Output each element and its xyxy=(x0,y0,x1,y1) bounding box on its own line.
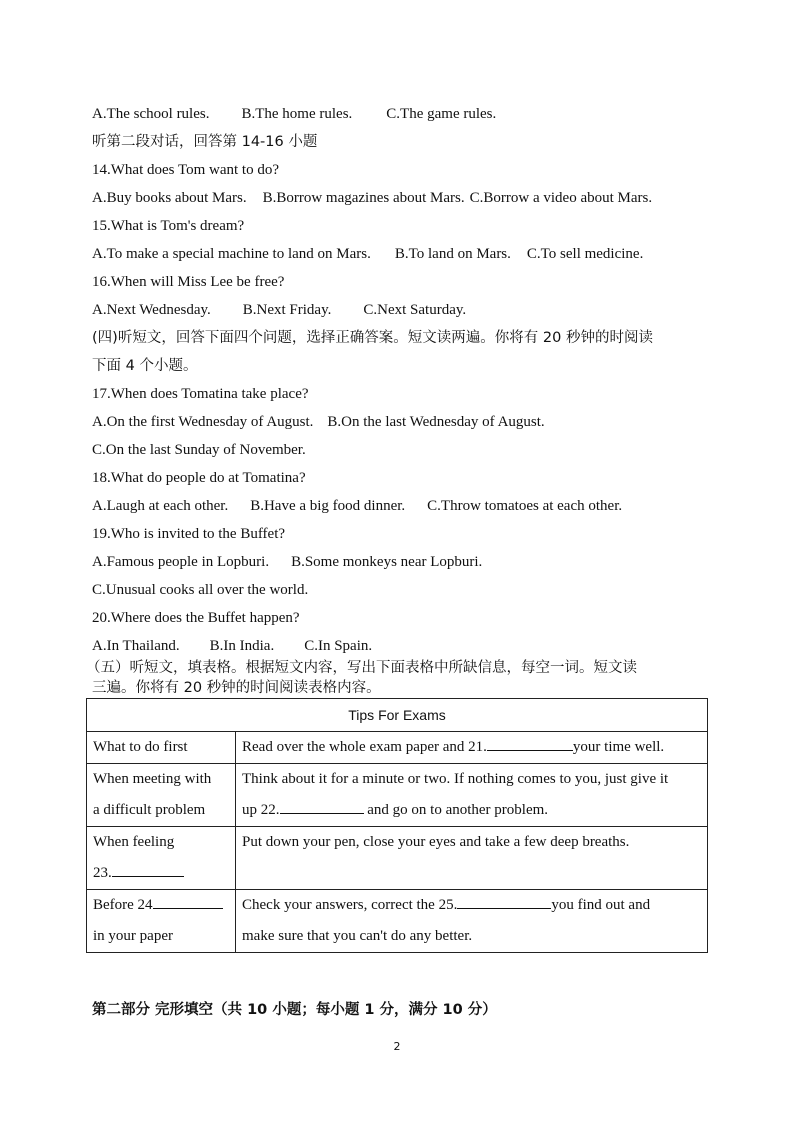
q18-option-b: B.Have a big food dinner. xyxy=(250,498,406,514)
row4-label-text: Before 24 xyxy=(93,897,153,913)
part2-heading: 第二部分 完形填空（共 10 小题；每小题 1 分，满分 10 分） xyxy=(92,1002,497,1018)
tips-table xyxy=(86,698,708,953)
row2-text-line1: Think about it for a minute or two. If nothing comes to you, just give it xyxy=(242,771,669,787)
row3-label xyxy=(87,827,236,890)
q15-options xyxy=(92,244,643,264)
q20-option-b: B.In India. xyxy=(209,638,275,654)
row1-label: What to do first xyxy=(87,732,236,764)
row2-label-line1: When meeting with xyxy=(93,771,212,787)
q14-option-c: C.Borrow a video about Mars. xyxy=(469,190,653,206)
row3-label-number: 23. xyxy=(93,865,112,881)
table-row xyxy=(87,732,708,764)
row2-text-post: and go on to another problem. xyxy=(363,802,549,818)
q18-option-c: C.Throw tomatoes at each other. xyxy=(427,498,623,514)
q16-options xyxy=(92,300,466,320)
question-20: 20.Where does the Buffet happen? xyxy=(92,610,300,626)
q13-option-b: B.The home rules. xyxy=(241,106,353,122)
row4-content xyxy=(236,890,708,953)
q13-options xyxy=(92,104,496,124)
row3-label-line1: When feeling xyxy=(93,834,175,850)
row2-text-line2 xyxy=(242,795,701,826)
row2-text-pre: up 22. xyxy=(242,802,280,818)
row4-text-line2: make sure that you can't do any better. xyxy=(242,928,473,944)
row4-label-line2: in your paper xyxy=(93,928,173,944)
q17-option-c: C.On the last Sunday of November. xyxy=(92,442,306,458)
q20-option-c: C.In Spain. xyxy=(304,638,373,654)
page-number: 2 xyxy=(393,1040,401,1053)
q13-option-a: A.The school rules. xyxy=(92,106,210,122)
q15-option-a: A.To make a special machine to land on Mars. xyxy=(92,246,371,262)
q17-option-b: B.On the last Wednesday of August. xyxy=(327,414,545,430)
question-17: 17.When does Tomatina take place? xyxy=(92,386,309,402)
row4-label xyxy=(87,890,236,953)
part5-instructions-line1: （五）听短文，填表格。根据短文内容，写出下面表格中所缺信息，每空一词。短文读 xyxy=(86,660,637,676)
q18-options xyxy=(92,496,622,516)
row2-label-line2: a difficult problem xyxy=(93,802,206,818)
row4-text-post: you find out and xyxy=(551,897,651,913)
row1-text-pre: Read over the whole exam paper and 21. xyxy=(242,739,487,755)
q19-option-c: C.Unusual cooks all over the world. xyxy=(92,582,309,598)
q16-option-c: C.Next Saturday. xyxy=(363,302,467,318)
q14-option-a: A.Buy books about Mars. xyxy=(92,190,247,206)
answer-blank-21[interactable] xyxy=(487,736,573,751)
table-row xyxy=(87,890,708,953)
row3-content: Put down your pen, close your eyes and take a few deep breaths. xyxy=(236,827,708,890)
answer-blank-25[interactable] xyxy=(457,894,551,909)
q20-option-a: A.In Thailand. xyxy=(92,638,180,654)
row2-label xyxy=(87,764,236,827)
question-19: 19.Who is invited to the Buffet? xyxy=(92,526,286,542)
q20-options xyxy=(92,636,372,656)
row4-label-line1 xyxy=(93,890,229,921)
part5-instructions-line2: 三遍。你将有 20 秒钟的时间阅读表格内容。 xyxy=(92,680,381,696)
question-16: 16.When will Miss Lee be free? xyxy=(92,274,285,290)
row4-text-line1 xyxy=(242,890,701,921)
table-row xyxy=(87,827,708,890)
q13-option-c: C.The game rules. xyxy=(386,106,497,122)
table-row xyxy=(87,764,708,827)
q14-option-b: B.Borrow magazines about Mars. xyxy=(262,190,465,206)
row4-text-pre: Check your answers, correct the 25. xyxy=(242,897,458,913)
table-title: Tips For Exams xyxy=(87,699,708,732)
answer-blank-24[interactable] xyxy=(153,894,223,909)
section2-intro: 听第二段对话，回答第 14-16 小题 xyxy=(92,134,318,150)
question-18: 18.What do people do at Tomatina? xyxy=(92,470,306,486)
row2-content xyxy=(236,764,708,827)
q16-option-a: A.Next Wednesday. xyxy=(92,302,211,318)
row1-text-post: your time well. xyxy=(572,739,665,755)
q19-options xyxy=(92,552,482,572)
q19-option-b: B.Some monkeys near Lopburi. xyxy=(291,554,483,570)
q16-option-b: B.Next Friday. xyxy=(242,302,332,318)
q17-options xyxy=(92,412,545,432)
row3-label-line2 xyxy=(93,858,229,889)
answer-blank-23[interactable] xyxy=(112,862,184,877)
answer-blank-22[interactable] xyxy=(280,799,364,814)
q19-option-a: A.Famous people in Lopburi. xyxy=(92,554,270,570)
q17-option-a: A.On the first Wednesday of August. xyxy=(92,414,314,430)
q18-option-a: A.Laugh at each other. xyxy=(92,498,229,514)
q15-option-c: C.To sell medicine. xyxy=(526,246,644,262)
q15-option-b: B.To land on Mars. xyxy=(394,246,511,262)
part4-instructions-line1: (四)听短文，回答下面四个问题，选择正确答案。短文读两遍。你将有 20 秒钟的时阅读 xyxy=(92,330,653,346)
row1-content xyxy=(236,732,708,764)
part4-instructions-line2: 下面 4 个小题。 xyxy=(92,358,198,374)
question-15: 15.What is Tom's dream? xyxy=(92,218,245,234)
table-title-row xyxy=(87,699,708,732)
q14-options xyxy=(92,188,652,208)
question-14: 14.What does Tom want to do? xyxy=(92,162,279,178)
